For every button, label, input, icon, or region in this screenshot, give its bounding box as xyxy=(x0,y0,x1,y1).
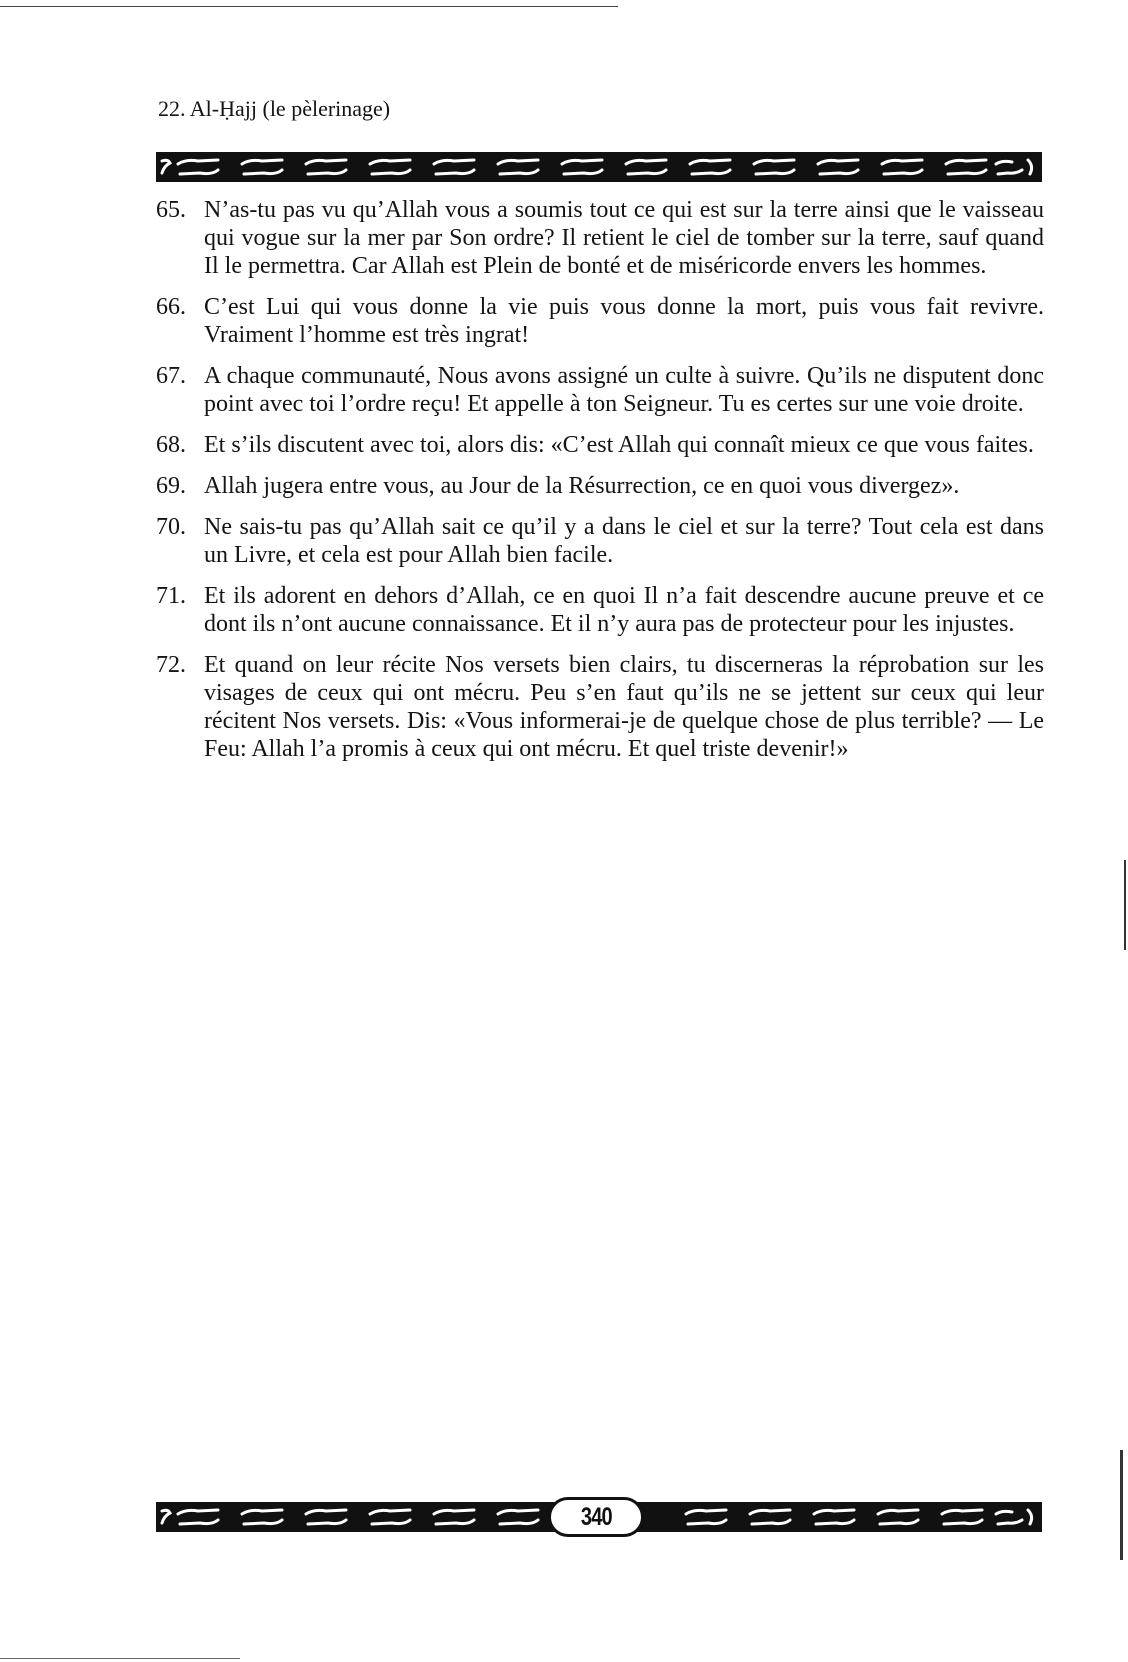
verse-text: N’as-tu pas vu qu’Allah vous a soumis tout ce qui est sur la terre ainsi que le vaisseau qui vogue sur la mer par Son ordre? Il retient le ciel de tomber sur la terre, sauf quand Il le permettra. Car Allah est Plein de bonté et de miséricorde envers les hommes. xyxy=(204,197,1044,279)
verse-list xyxy=(156,196,1044,776)
verse-text: Ne sais-tu pas qu’Allah sait ce qu’il y a dans le ciel et sur la terre? Tout cela est dans un Livre, et cela est pour Allah bien facile. xyxy=(204,514,1044,568)
verse-69 xyxy=(156,472,1044,500)
verse-number: 69. xyxy=(156,473,186,499)
verse-number: 72. xyxy=(156,652,186,678)
verse-71 xyxy=(156,582,1044,638)
verse-text: C’est Lui qui vous donne la vie puis vous donne la mort, puis vous fait revivre. Vraiment l’homme est très ingrat! xyxy=(204,294,1044,348)
verse-text: Et s’ils discutent avec toi, alors dis: «C’est Allah qui connaît mieux ce que vous faites. xyxy=(204,432,1034,458)
page-number-cartouche xyxy=(548,1497,644,1537)
running-head: 22. Al-Ḥajj (le pèlerinage) xyxy=(158,96,391,121)
verse-number: 68. xyxy=(156,432,186,458)
verse-number: 66. xyxy=(156,294,186,320)
verse-66 xyxy=(156,293,1044,349)
verse-number: 65. xyxy=(156,197,186,223)
verse-text: Et ils adorent en dehors d’Allah, ce en quoi Il n’a fait descendre aucune preuve et ce dont ils n’ont aucune connaissance. Et il n’y aura pas de protecteur pour les injustes. xyxy=(204,583,1044,637)
verse-65 xyxy=(156,196,1044,280)
verse-70 xyxy=(156,513,1044,569)
page-number: 340 xyxy=(580,1502,612,1531)
verse-text: Et quand on leur récite Nos versets bien clairs, tu discerneras la réprobation sur les visages de ceux qui ont mécru. Peu s’en faut qu’ils ne se jettent sur ceux qui leur récitent Nos versets. Dis: «Vous informerai-je de quelque chose de plus terrible? — Le Feu: Allah l’a promis à ceux qui ont mécru. Et quel triste devenir!» xyxy=(204,652,1044,762)
scan-edge-line-top xyxy=(0,6,618,7)
verse-number: 70. xyxy=(156,514,186,540)
scan-edge-line-bottom xyxy=(0,1658,240,1659)
verse-number: 71. xyxy=(156,583,186,609)
verse-67 xyxy=(156,362,1044,418)
scan-edge-mark xyxy=(1120,1450,1123,1560)
ornament-chain-top xyxy=(156,152,1042,182)
verse-72 xyxy=(156,651,1044,763)
verse-number: 67. xyxy=(156,363,186,389)
scan-edge-mark xyxy=(1124,860,1126,950)
verse-text: A chaque communauté, Nous avons assigné un culte à suivre. Qu’ils ne disputent donc point avec toi l’ordre reçu! Et appelle à ton Seigneur. Tu es certes sur une voie droite. xyxy=(204,363,1044,417)
verse-text: Allah jugera entre vous, au Jour de la Résurrection, ce en quoi vous divergez». xyxy=(204,473,960,499)
ornamental-band-top xyxy=(156,152,1042,182)
verse-68 xyxy=(156,431,1044,459)
